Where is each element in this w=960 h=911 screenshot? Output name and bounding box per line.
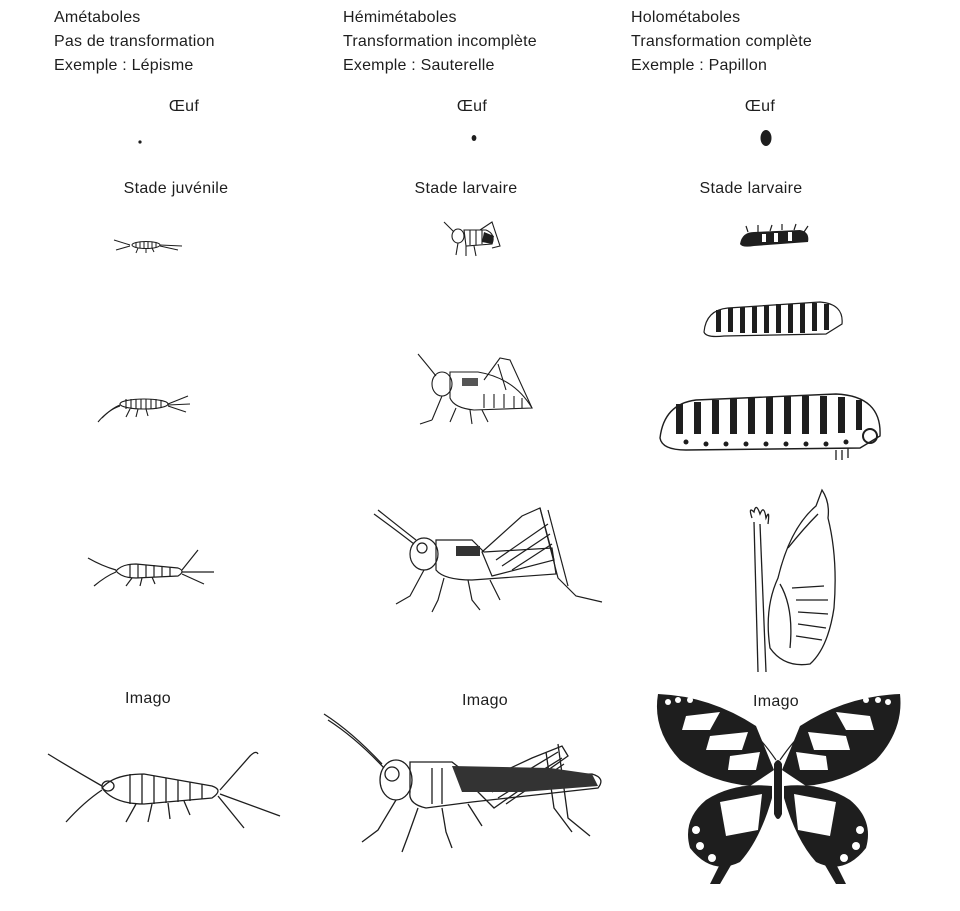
caterpillar-icon [734,222,814,252]
egg-label: Œuf [456,98,488,115]
column-header-ametaboles [54,6,215,78]
imago-label: Imago [462,692,508,709]
silverfish-icon [86,546,216,590]
type-description: Transformation incomplète [343,33,537,50]
type-example: Exemple : Papillon [631,57,768,74]
swallowtail-butterfly-icon [650,690,906,886]
egg-dot-icon [136,138,144,146]
caterpillar-icon [656,386,886,462]
type-example: Exemple : Lépisme [54,57,194,74]
juvenile-stage-label: Stade juvénile [123,180,229,197]
silverfish-icon [44,742,284,834]
type-title: Holométaboles [631,9,741,26]
grasshopper-icon [322,712,612,860]
larval-stage-label: Stade larvaire [414,180,518,197]
column-header-hemimetaboles [343,6,537,78]
egg-oval-icon [758,128,774,148]
egg-label: Œuf [744,98,776,115]
grasshopper-icon [440,218,504,260]
egg-label: Œuf [168,98,200,115]
egg-dot-icon [469,133,479,143]
imago-label: Imago [125,690,171,707]
type-title: Amétaboles [54,9,141,26]
type-description: Transformation complète [631,33,812,50]
type-description: Pas de transformation [54,33,215,50]
grasshopper-icon [414,350,538,428]
grasshopper-icon [372,500,608,618]
type-example: Exemple : Sauterelle [343,57,495,74]
column-header-holometaboles [631,6,812,78]
silverfish-icon [96,388,192,428]
larval-stage-label: Stade larvaire [699,180,803,197]
caterpillar-icon [700,296,848,342]
type-title: Hémimétaboles [343,9,457,26]
chrysalis-icon [744,488,848,674]
silverfish-icon [112,232,186,258]
imago-label: Imago [753,693,799,710]
